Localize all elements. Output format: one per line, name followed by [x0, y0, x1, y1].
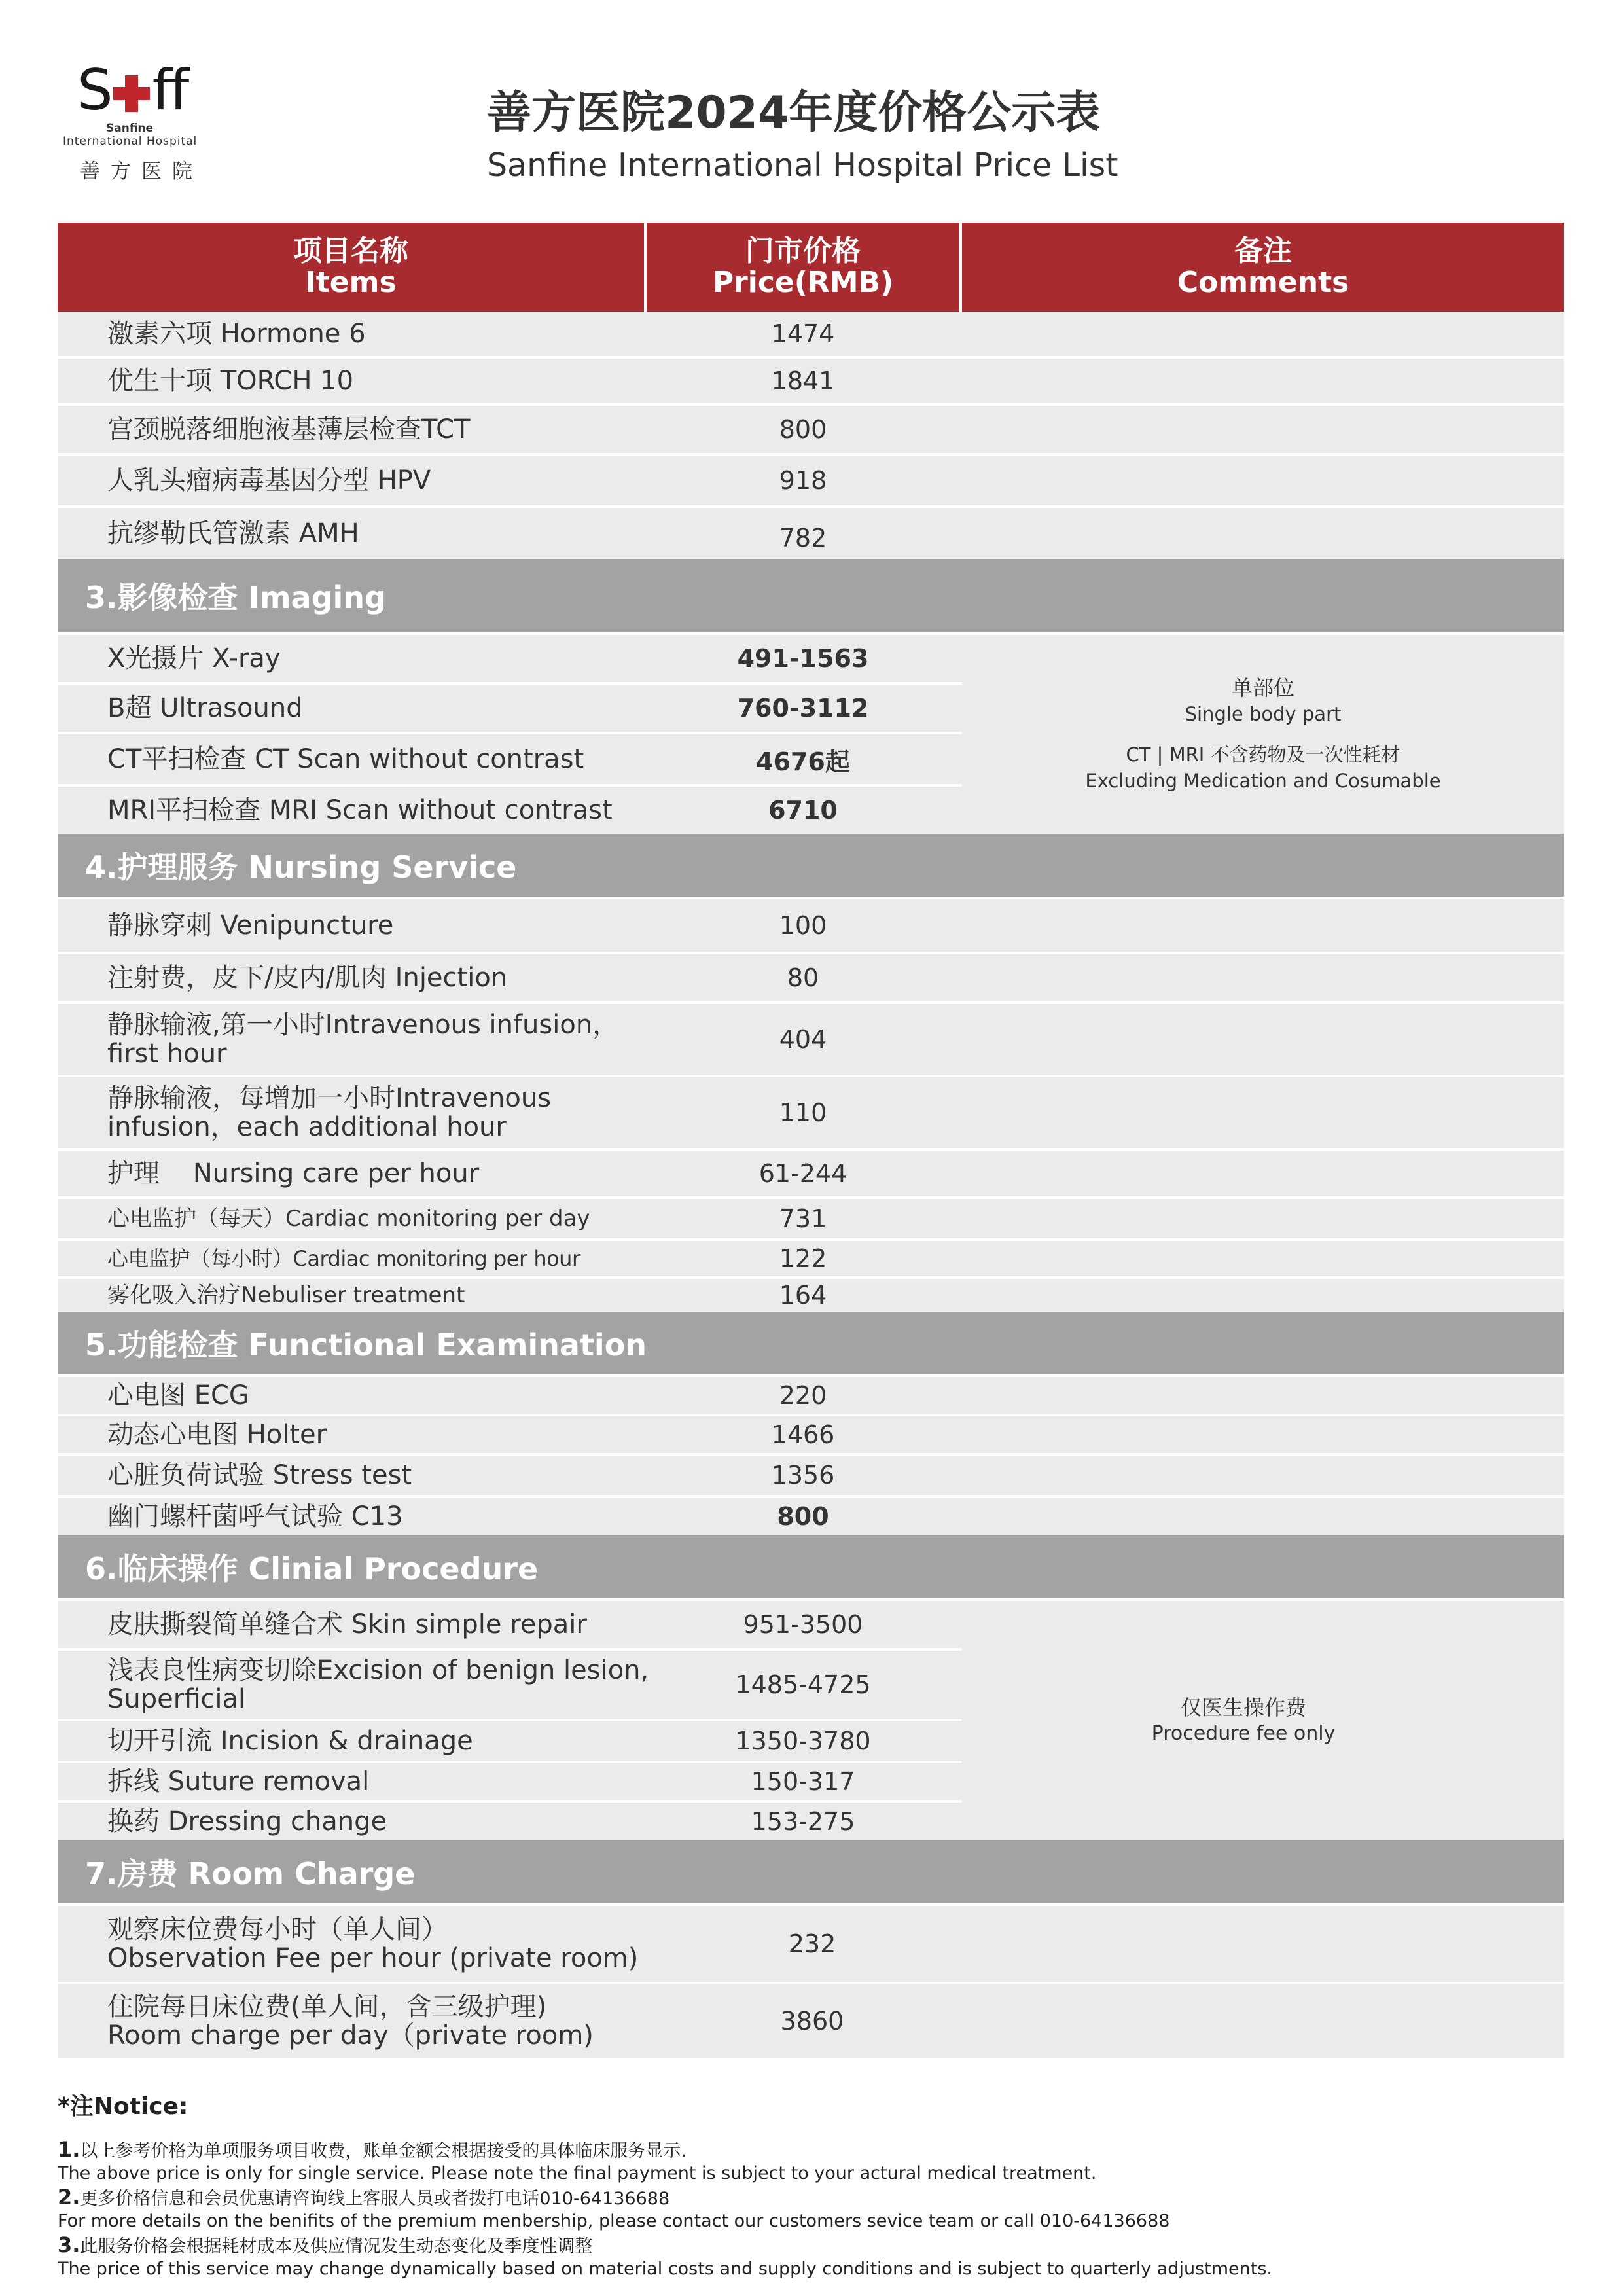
item-name: [58, 1906, 644, 1982]
notice-heading: *注Notice:: [58, 2093, 188, 2120]
notice-number: 3.: [58, 2233, 80, 2257]
item-name: 宫颈脱落细胞液基薄层检查TCT: [107, 414, 471, 444]
table-row: [58, 899, 1564, 952]
notice-item-2: [58, 2186, 1563, 2233]
notice-number: 2.: [58, 2185, 80, 2210]
item-price: 153-275: [751, 1807, 855, 1836]
table-row: [58, 1984, 1564, 2058]
item-comment: [962, 456, 1564, 505]
header-items-en: Items: [305, 266, 397, 299]
header-comments: [962, 223, 1564, 312]
page-title-cn: 善方医院2024年度价格公示表: [487, 87, 1101, 139]
table-row: [58, 1241, 1564, 1276]
item-name-line1: 心电监护（每小时）Cardiac monitoring per hour: [107, 1246, 580, 1271]
page-title-en: Sanfine International Hospital Price List: [487, 147, 1118, 184]
item-name-line1: 雾化吸入治疗Nebuliser treatment: [107, 1282, 465, 1308]
item-name: [58, 1984, 644, 2058]
item-price: 110: [779, 1098, 827, 1127]
item-name-line1: 心电监护（每天）Cardiac monitoring per day: [107, 1206, 590, 1232]
item-name-line1: 换药 Dressing change: [107, 1806, 387, 1837]
imaging-comment: [962, 635, 1564, 834]
item-name: [58, 1077, 644, 1148]
table-row: [58, 359, 1564, 403]
item-price: 951-3500: [743, 1610, 863, 1639]
section-functional: 5.功能检查 Functional Examination: [58, 1312, 1564, 1374]
table-row: [58, 456, 1564, 505]
item-price: 731: [779, 1204, 827, 1233]
item-comment: [962, 1279, 1564, 1312]
item-name: 心电图 ECG: [107, 1380, 249, 1410]
item-price: 491-1563: [737, 644, 869, 673]
item-price: 800: [779, 415, 827, 444]
item-price: 164: [779, 1281, 827, 1310]
item-comment: [962, 312, 1564, 356]
notice-item-1: [58, 2138, 1563, 2185]
item-name-line1: 护理 Nursing care per hour: [107, 1158, 480, 1189]
item-name-line1: 切开引流 Incision & drainage: [107, 1726, 473, 1756]
item-price: 1350-3780: [735, 1727, 871, 1755]
notice-number: 1.: [58, 2137, 80, 2162]
header-items: [58, 223, 644, 312]
item-comment: [962, 1241, 1564, 1276]
red-cross-icon: [113, 75, 150, 112]
item-comment: [962, 1077, 1564, 1148]
table-row: [58, 1906, 1564, 1982]
item-name: [58, 1241, 644, 1276]
table-row: [58, 1456, 1564, 1495]
notice-text-cn: 此服务价格会根据耗材成本及供应情况发生动态变化及季度性调整: [80, 2236, 593, 2257]
table-row: [58, 1151, 1564, 1196]
table-row: [58, 1199, 1564, 1238]
table-row: [58, 954, 1564, 1001]
logo-letters-ff: ff: [152, 58, 187, 123]
header-price: [647, 223, 959, 312]
item-price: 4676起: [756, 747, 850, 776]
item-name: [58, 1199, 644, 1238]
hospital-logo: [63, 58, 220, 188]
table-row: [58, 1416, 1564, 1453]
item-comment: [962, 1151, 1564, 1196]
imaging-comment-en2: Excluding Medication and Cosumable: [1085, 770, 1441, 792]
item-comment: [962, 508, 1564, 559]
item-name-line2: Room charge per day（private room): [107, 2020, 594, 2051]
logo-name-cn: 善方医院: [80, 160, 203, 183]
item-price: 232: [788, 1929, 836, 1958]
item-name-line1: 注射费，皮下/皮内/肌肉 Injection: [107, 963, 508, 993]
imaging-comment-en1: Single body part: [1185, 703, 1342, 725]
item-price: 760-3112: [737, 694, 869, 723]
header-price-cn: 门市价格: [745, 234, 861, 268]
item-name: [58, 1721, 644, 1761]
item-name-line1: 住院每日床位费(单人间，含三级护理): [107, 1992, 547, 2022]
item-price: 782: [779, 524, 827, 552]
item-price: 220: [779, 1381, 827, 1410]
table-row: [58, 1377, 1564, 1414]
item-name-line1: 观察床位费每小时（单人间）: [107, 1914, 448, 1945]
notice-item-3: [58, 2234, 1563, 2280]
item-name: [58, 1279, 644, 1312]
item-name-line1: 皮肤撕裂简单缝合术 Skin simple repair: [107, 1609, 587, 1640]
item-name: 激素六项 Hormone 6: [107, 319, 366, 349]
item-comment: [962, 1984, 1564, 2058]
header-comments-cn: 备注: [1234, 234, 1292, 268]
header-price-en: Price(RMB): [712, 266, 894, 299]
item-price: 1841: [771, 367, 835, 395]
item-name-line1: 浅表良性病变切除Excision of benign lesion,: [107, 1655, 649, 1685]
item-price: 918: [779, 466, 827, 495]
item-name: B超 Ultrasound: [107, 693, 303, 723]
item-comment: [962, 899, 1564, 952]
header-comments-en: Comments: [1177, 266, 1349, 299]
item-name: 幽门螺杆菌呼气试验 C13: [107, 1501, 403, 1532]
item-price: 800: [777, 1502, 829, 1531]
notice-section: [58, 2088, 1563, 2280]
table-row: [58, 1077, 1564, 1148]
item-name-line2: infusion，each additional hour: [107, 1112, 507, 1142]
item-comment: [962, 1199, 1564, 1238]
item-name: [58, 899, 644, 952]
notice-text-en: The above price is only for single service. Please note the final payment is subject to your actural medical treatment.: [58, 2163, 1097, 2183]
item-price: 1466: [771, 1420, 835, 1449]
item-name: 优生十项 TORCH 10: [107, 366, 354, 396]
item-name: 抗缪勒氏管激素 AMH: [107, 518, 359, 548]
table-row: [58, 406, 1564, 453]
notice-text-cn: 以上参考价格为单项服务项目收费，账单金额会根据接受的具体临床服务显示.: [80, 2141, 687, 2161]
item-price: 1485-4725: [735, 1670, 871, 1699]
item-comment: [962, 1004, 1564, 1075]
clinical-comment-en: Procedure fee only: [1151, 1722, 1336, 1745]
item-name-line2: Superficial: [107, 1684, 246, 1714]
logo-name-line1: Sanfine: [106, 122, 154, 135]
item-price: 6710: [768, 796, 838, 825]
item-comment: [962, 406, 1564, 453]
logo-mark: [77, 58, 221, 123]
item-comment: [962, 359, 1564, 403]
item-name-line1: 静脉输液,第一小时Intravenous infusion，: [107, 1010, 619, 1040]
item-name: MRI平扫检查 MRI Scan without contrast: [107, 795, 613, 825]
item-name: [58, 1651, 649, 1719]
item-comment: [962, 1377, 1564, 1414]
imaging-comment-cn2: CT | MRI 不含药物及一次性耗材: [1126, 744, 1400, 766]
item-price: 1474: [771, 319, 835, 348]
item-name: [58, 1601, 644, 1648]
section-clinical: 6.临床操作 Clinial Procedure: [58, 1535, 1564, 1598]
item-price: 80: [787, 963, 819, 992]
section-imaging: 3.影像检查 Imaging: [58, 559, 1564, 632]
item-name: X光摄片 X-ray: [107, 643, 281, 673]
clinical-comment: [962, 1601, 1564, 1840]
item-comment: [962, 1498, 1564, 1535]
item-price: 3860: [780, 2007, 844, 2036]
item-name: CT平扫检查 CT Scan without contrast: [107, 744, 584, 774]
item-comment: [962, 1416, 1564, 1453]
item-name: 心脏负荷试验 Stress test: [107, 1460, 412, 1490]
notice-text-en: The price of this service may change dynamically based on material costs and supply conditions and is subject to quarterly adjustments.: [58, 2259, 1272, 2279]
item-price: 100: [779, 911, 827, 940]
item-comment: [962, 1906, 1564, 1982]
item-price: 61-244: [758, 1159, 847, 1188]
clinical-comment-cn: 仅医生操作费: [1180, 1695, 1306, 1720]
item-price: 404: [779, 1025, 827, 1054]
item-name: 人乳头瘤病毒基因分型 HPV: [107, 465, 431, 495]
imaging-comment-cn1: 单部位: [1231, 675, 1294, 700]
notice-text-cn: 更多价格信息和会员优惠请咨询线上客服人员或者拨打电话010-64136688: [80, 2189, 670, 2209]
item-name-line1: 拆线 Suture removal: [107, 1767, 370, 1797]
item-name-line2: Observation Fee per hour (private room): [107, 1943, 639, 1973]
section-room: 7.房费 Room Charge: [58, 1840, 1564, 1903]
item-name: [58, 1803, 644, 1840]
item-name: 动态心电图 Holter: [107, 1420, 327, 1450]
table-row: [58, 508, 1564, 559]
item-name-line1: 静脉输液，每增加一小时Intravenous: [107, 1083, 552, 1113]
item-name: [58, 1004, 644, 1075]
item-name: [58, 1151, 644, 1196]
item-price: 150-317: [751, 1767, 855, 1796]
table-row: [58, 1498, 1564, 1535]
item-comment: [962, 1456, 1564, 1495]
header-items-cn: 项目名称: [293, 234, 408, 268]
section-nursing: 4.护理服务 Nursing Service: [58, 834, 1564, 897]
logo-name-line2: International Hospital: [63, 135, 198, 148]
item-price: 1356: [771, 1461, 835, 1490]
item-comment: [962, 954, 1564, 1001]
item-name: [58, 1763, 644, 1800]
item-price: 122: [779, 1244, 827, 1273]
table-row: [58, 1279, 1564, 1312]
notice-text-en: For more details on the benifits of the premium menbership, please contact our customers sevice team or call 010-64136688: [58, 2211, 1170, 2231]
table-row: [58, 312, 1564, 356]
item-name-line2: first hour: [107, 1039, 227, 1069]
table-row: [58, 1004, 1564, 1075]
item-name-line1: 静脉穿刺 Venipuncture: [107, 910, 394, 941]
item-name: [58, 954, 644, 1001]
logo-letter-s: S: [77, 58, 111, 123]
